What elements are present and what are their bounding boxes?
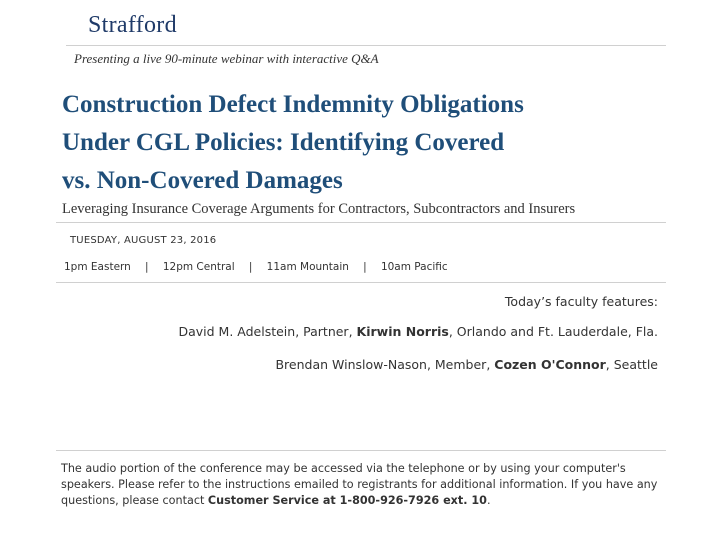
header-divider [66,45,666,46]
tagline: Presenting a live 90-minute webinar with interactive Q&A [74,51,379,66]
faculty-heading: Today’s faculty features: [504,294,658,309]
title-line-1: Construction Defect Indemnity Obligations [62,91,524,118]
event-times [64,261,448,273]
audio-instructions [61,461,661,509]
time-separator: | [248,261,253,273]
strafford-logo: Strafford [88,12,177,38]
speaker-location: , Seattle [605,357,658,372]
footer-text: The audio portion of the conference may be accessed via the telephone or by using your computer's speakers. Please refer to the instructions emailed to registrants for additional information. If you have any questions, please contact [61,462,658,507]
webinar-subtitle: Leveraging Insurance Coverage Arguments for Contractors, Subcontractors and Insurers [62,201,576,217]
time-eastern: 1pm Eastern [64,261,131,273]
speaker-1 [178,324,658,339]
webinar-title [62,86,662,200]
speaker-name-role: Brendan Winslow-Nason, Member, [275,357,495,372]
time-separator: | [145,261,149,273]
footer-end: . [486,494,491,507]
customer-service-contact: Customer Service at 1-800-926-7926 ext. 10 [207,494,487,507]
time-pacific: 10am Pacific [380,261,448,273]
time-separator: | [363,261,367,273]
title-line-2: Under CGL Policies: Identifying Covered [62,129,505,156]
title-line-3: vs. Non-Covered Damages [62,167,343,194]
speaker-firm: Cozen O'Connor [494,357,606,372]
subtitle-divider [56,222,666,223]
time-central: 12pm Central [162,261,235,273]
speaker-location: , Orlando and Ft. Lauderdale, Fla. [448,324,658,339]
speaker-2 [275,357,658,372]
speaker-firm: Kirwin Norris [356,324,449,339]
footer-divider [56,450,666,451]
time-mountain: 11am Mountain [266,261,349,273]
event-date: TUESDAY, AUGUST 23, 2016 [70,235,217,246]
times-divider [56,282,666,283]
speaker-name-role: David M. Adelstein, Partner, [178,324,357,339]
